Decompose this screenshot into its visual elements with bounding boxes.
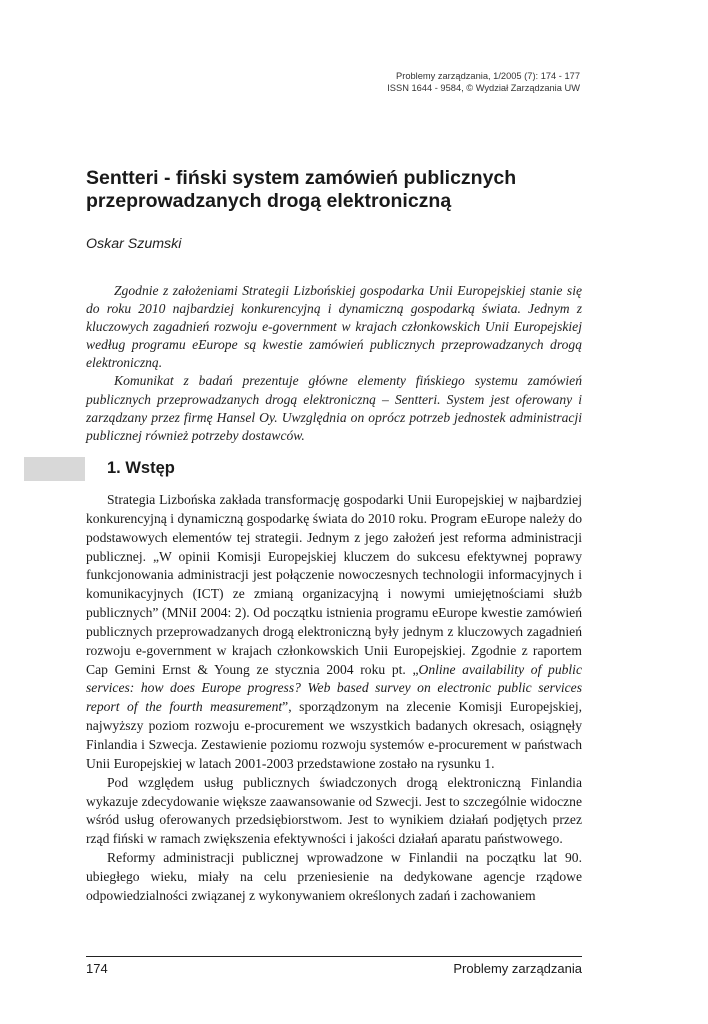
- body-paragraph-1-report-title: Online availability of public services: how does Europe progress? Web based survey on electronic public services report of the fourth measurement: [86, 661, 582, 715]
- body-paragraph-3: Reformy administracji publicznej wprowadzone w Finlandii na początku lat 90. ubiegłego wieku, miały na celu przeniesienie na dedykowane agencje rządowe odpowiedzialności związanej z wykonywaniem określonych zadań i zachowaniem: [86, 850, 582, 903]
- running-head: [387, 70, 580, 94]
- running-head-citation: Problemy zarządzania, 1/2005 (7): 174 - 177: [396, 71, 580, 81]
- article-title-line-1: Sentteri - fiński system zamówień publicznych: [86, 167, 517, 189]
- body-paragraph-1: [86, 491, 582, 774]
- article-title-line-2: przeprowadzanych drogą elektroniczną: [86, 190, 452, 212]
- footer-journal-name: Problemy zarządzania: [453, 961, 582, 976]
- abstract: [86, 282, 582, 445]
- running-head-issn: ISSN 1644 - 9584, © Wydział Zarządzania UW: [387, 83, 580, 93]
- footer-rule: [86, 956, 582, 957]
- body-text: [86, 491, 582, 906]
- body-paragraph-2: Pod względem usług publicznych świadczonych drogą elektroniczną Finlandia wykazuje zdecydowanie większe zaawansowanie od Szwecji. Jest to szczególnie widoczne wśród usług oferowanych przedsiębiorstwom. Jest to wynikiem działań podjętych przez rząd fiński w ramach zwiększenia efektywności i jakości działań aparatu państwowego.: [86, 774, 582, 847]
- section-marker-tab: [24, 457, 85, 481]
- section-heading: 1. Wstęp: [107, 459, 175, 477]
- body-paragraph-1-text-b: ”, sporządzonym na zlecenie Komisji Europejskiej, najwyższy poziom rozwoju e-procurement we wszystkich badanych okresach, osiągnęły Finlandia i Szwecja. Zestawienie poziomu rozwoju systemów e-procurement w państwach Unii Europejskiej w latach 2001-2003 przedstawione zostało na rysunku 1.: [86, 699, 582, 771]
- article-title: [86, 167, 606, 213]
- author-name: Oskar Szumski: [86, 236, 182, 252]
- abstract-paragraph-1: Zgodnie z założeniami Strategii Lizbońskiej gospodarka Unii Europejskiej stanie się do roku 2010 najbardziej konkurencyjną i dynamiczną gospodarką świata. Jednym z kluczowych zagadnień rozwoju e-government w krajach członkowskich Unii Europejskiej według programu eEurope są kwestie zamówień publicznych przeprowadzanych drogą elektroniczną.: [86, 283, 582, 371]
- abstract-paragraph-2: Komunikat z badań prezentuje główne elementy fińskiego systemu zamówień publicznych przeprowadzanych drogą elektroniczną – Sentteri. System jest oferowany i zarządzany przez firmę Hansel Oy. Uwzględnia on oprócz potrzeb jednostek administracji publicznej również potrzeby dostawców.: [86, 373, 582, 443]
- body-paragraph-1-text-a: Strategia Lizbońska zakłada transformację gospodarki Unii Europejskiej w najbardziej konkurencyjną i dynamiczną gospodarkę świata do 2010 roku. Program eEurope należy do podstawowych elementów tej strategii. Jednym z jego założeń jest reforma administracji publicznej. „W opinii Komisji Europejskiej kluczem do sukcesu efektywnej poprawy funkcjonowania administracji jest połączenie nowoczesnych technologii informacyjnych i komunikacyjnych (ICT) ze zmianą organizacyjną i nowymi umiejętnościami służb publicznych” (MNiI 2004: 2). Od początku istnienia programu eEurope kwestie zamówień publicznych przeprowadzanych drogą elektroniczną były jednym z kluczowych zagadnień rozwoju e-government w krajach członkowskich Unii Europejskiej. Zgodnie z raportem Cap Gemini Ernst & Young ze stycznia 2004 roku pt. „: [86, 492, 582, 677]
- page-number: 174: [86, 961, 108, 976]
